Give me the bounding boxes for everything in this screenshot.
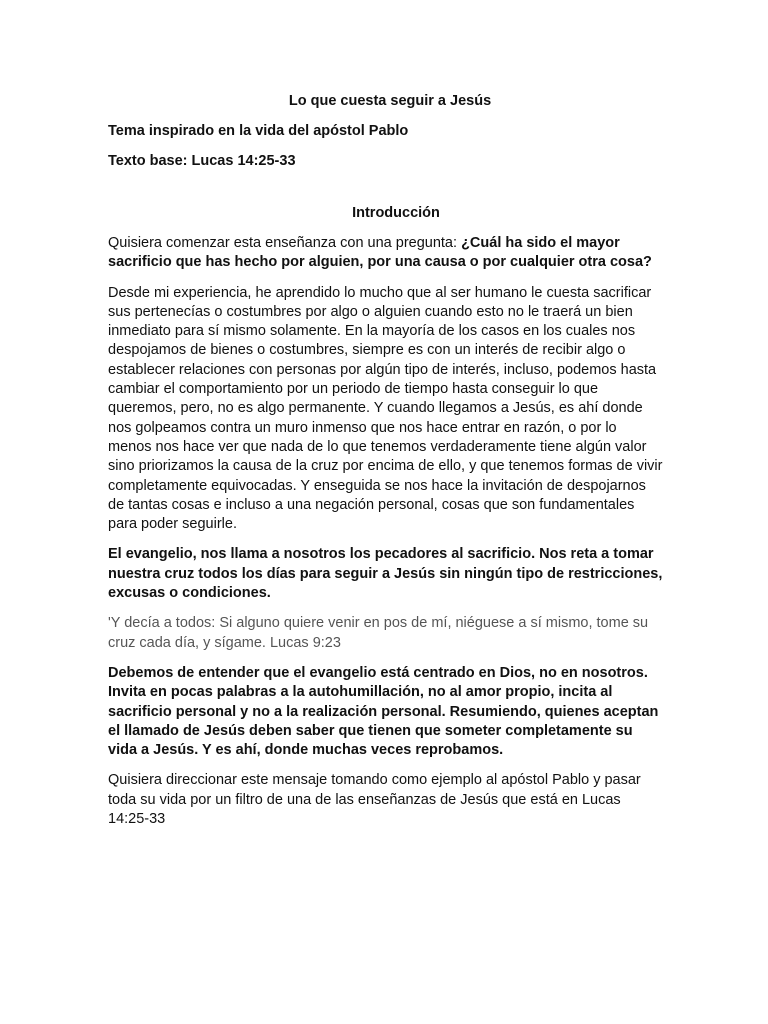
god-centered-paragraph: Debemos de entender que el evangelio está centrado en Dios, no en nosotros. Invita en pocas palabras a la autohumillación, no al amor propio, incita al sacrificio personal y no a la realización personal. Resumiendo, quienes aceptan el llamado de Jesús deben saber que tienen que someter completamente su vida a Jesús. Y es ahí, donde muchas veces reprobamos. [108, 664, 659, 759]
intro-question: ¿Cuál ha sido el mayor sacrificio que has hecho por alguien, por una causa o por cualquier otra cosa? [108, 235, 652, 271]
base-text-line: Texto base: Lucas 14:25-33 [108, 153, 296, 169]
document-title: Lo que cuesta seguir a Jesús [288, 93, 492, 109]
section-heading-introduction: Introducción [352, 205, 440, 221]
gospel-paragraph: El evangelio, nos llama a nosotros los pecadores al sacrificio. Nos reta a tomar nuestra cruz todos los días para seguir a Jesús sin ningún tipo de restricciones, excusas o condiciones. [108, 546, 663, 602]
theme-line: Tema inspirado en la vida del apóstol Pablo [108, 123, 409, 139]
scripture-quote: 'Y decía a todos: Si alguno quiere venir en pos de mí, niéguese a sí mismo, tome su cruz cada día, y sígame. Lucas 9:23 [108, 615, 649, 651]
intro-paragraph [108, 234, 664, 273]
intro-question-lead: Quisiera comenzar esta enseñanza con una pregunta: [108, 235, 462, 251]
direction-paragraph: Quisiera direccionar este mensaje tomando como ejemplo al apóstol Pablo y pasar toda su vida por un filtro de una de las enseñanzas de Jesús que está en Lucas 14:25-33 [108, 772, 641, 828]
document-page [108, 92, 664, 840]
experience-paragraph: Desde mi experiencia, he aprendido lo mucho que al ser humano le cuesta sacrificar sus pertenecías o costumbres por algo o alguien cuando esto no le traerá un bien inmediato para sí mismo solamente. En la mayoría de los casos en los cuales nos despojamos de bienes o costumbres, siempre es con un interés de recibir algo o establecer relaciones con personas por algún tipo de interés, incluso, podemos hasta cambiar el comportamiento por un periodo de tiempo hasta conseguir lo que queremos, pero, no es algo permanente. Y cuando llegamos a Jesús, es ahí donde nos golpeamos contra un muro inmenso que nos hace entrar en razón, o por lo menos nos hace ver que nada de lo que tenemos verdaderamente tiene algún valor sino priorizamos la causa de la cruz por encima de ello, y que tenemos formas de vivir completamente equivocadas. Y enseguida se nos hace la invitación de despojarnos de tantas cosas e incluso a una negación personal, cosas que son fundamentales para poder seguirle. [108, 284, 663, 533]
